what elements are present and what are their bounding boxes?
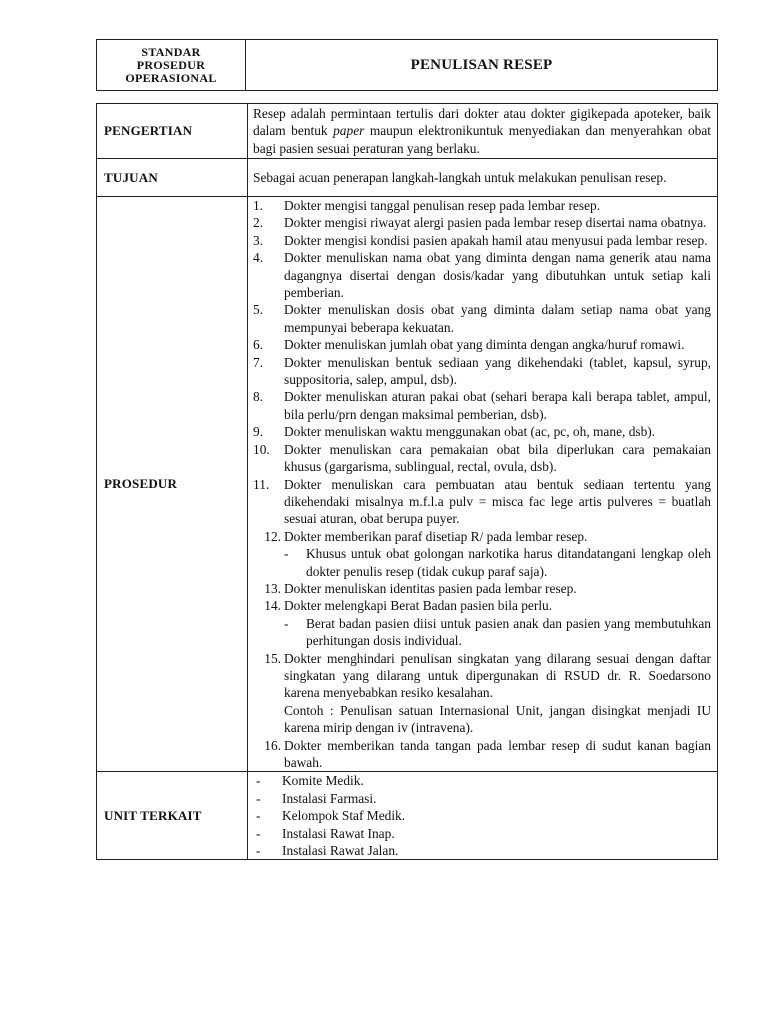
prosedur-item-text: Dokter menuliskan cara pembuatan atau bentuk sediaan tertentu yang dikehendaki misalnya m.f.l.a pulv = misca fac lege artis pulveres = buatlah sesuai aturan, obat berupa puyer. bbox=[284, 476, 711, 527]
prosedur-item bbox=[253, 301, 711, 336]
prosedur-item-number: 13. bbox=[264, 580, 281, 596]
prosedur-item bbox=[253, 737, 711, 772]
prosedur-item-text: Dokter menuliskan nama obat yang diminta dengan nama generik atau nama dagangnya disertai dengan dosis/kadar yang dibutuhkan untuk setiap kali pemberian. bbox=[284, 250, 711, 301]
unit-item-text: Instalasi Rawat Inap. bbox=[282, 825, 395, 841]
sop-label-line-2: PROSEDUR bbox=[136, 57, 206, 72]
prosedur-item-number: 7. bbox=[253, 354, 264, 370]
prosedur-item bbox=[253, 232, 711, 249]
prosedur-list bbox=[253, 197, 711, 771]
prosedur-item-number: 2. bbox=[253, 215, 264, 231]
prosedur-item-text: Dokter menuliskan dosis obat yang diminta dalam setiap nama obat yang mempunyai beberapa kekuatan. bbox=[284, 302, 711, 335]
tujuan-row bbox=[97, 159, 718, 197]
unit-terkait-list bbox=[248, 772, 711, 859]
prosedur-item-number: 8. bbox=[253, 389, 264, 405]
prosedur-item-text: Dokter menghindari penulisan singkatan yang dilarang sesuai dengan daftar singkatan yang dilarang untuk dipergunakan di RSUD dr. R. Soedarsono karena menyebabkan resiko kesalahan. bbox=[284, 650, 711, 701]
pengertian-row bbox=[97, 104, 718, 159]
prosedur-row bbox=[97, 197, 718, 772]
prosedur-item bbox=[253, 197, 711, 214]
prosedur-item-text: Dokter memberikan paraf disetiap R/ pada lembar resep. bbox=[284, 528, 588, 544]
prosedur-item bbox=[253, 650, 711, 702]
unit-item-dash: - bbox=[256, 773, 261, 789]
sop-label-cell bbox=[97, 40, 246, 91]
prosedur-item-text: Dokter mengisi kondisi pasien apakah hamil atau menyusui pada lembar resep. bbox=[284, 232, 708, 248]
unit-item-text: Instalasi Farmasi. bbox=[282, 790, 377, 806]
prosedur-item-number: 4. bbox=[253, 250, 264, 266]
prosedur-item-number: 10. bbox=[253, 441, 270, 457]
prosedur-item-text: Dokter menuliskan bentuk sediaan yang dikehendaki (tablet, kapsul, syrup, suppositoria, salep, ampul, dsb). bbox=[284, 354, 711, 388]
unit-terkait-label: UNIT TERKAIT bbox=[97, 772, 248, 860]
sub-item-dash: - bbox=[284, 615, 289, 631]
tujuan-text: Sebagai acuan penerapan langkah-langkah untuk melakukan penulisan resep. bbox=[253, 169, 667, 185]
prosedur-item bbox=[253, 336, 711, 353]
prosedur-item-text: Dokter menuliskan aturan pakai obat (sehari berapa kali berapa tablet, ampul, bila perlu/prn dengan maksimal pemberian, dsb). bbox=[284, 389, 711, 422]
unit-item-dash: - bbox=[256, 825, 261, 841]
unit-item-dash: - bbox=[256, 843, 261, 859]
prosedur-item bbox=[253, 528, 711, 545]
prosedur-item-text: Dokter menuliskan waktu menggunakan obat (ac, pc, oh, mane, dsb). bbox=[284, 424, 656, 440]
prosedur-item bbox=[253, 388, 711, 423]
unit-item-text: Komite Medik. bbox=[282, 773, 364, 789]
prosedur-item bbox=[253, 423, 711, 440]
sop-label-line-1: STANDAR bbox=[141, 44, 201, 59]
unit-item-text: Instalasi Rawat Jalan. bbox=[282, 843, 399, 859]
unit-item-text: Kelompok Staf Medik. bbox=[282, 808, 406, 824]
prosedur-label: PROSEDUR bbox=[97, 197, 248, 772]
prosedur-item-text: Dokter melengkapi Berat Badan pasien bila perlu. bbox=[284, 598, 553, 614]
pengertian-content bbox=[248, 104, 718, 159]
sub-item-dash: - bbox=[284, 546, 289, 562]
prosedur-sub-item-text: Berat badan pasien diisi untuk pasien anak dan pasien yang membutuhkan perhitungan dosis individual. bbox=[306, 615, 711, 649]
prosedur-item-note: Contoh : Penulisan satuan Internasional Unit, jangan disingkat menjadi IU karena mirip dengan iv (intravena). bbox=[284, 702, 711, 736]
prosedur-item-number: 11. bbox=[253, 476, 270, 492]
prosedur-item-number: 3. bbox=[253, 232, 264, 248]
document-title: PENULISAN RESEP bbox=[246, 40, 718, 91]
unit-item-dash: - bbox=[256, 808, 261, 824]
prosedur-item bbox=[253, 580, 711, 597]
prosedur-item-number: 5. bbox=[253, 302, 264, 318]
prosedur-sub-item bbox=[253, 545, 711, 580]
unit-terkait-row bbox=[97, 772, 718, 860]
prosedur-item-number: 14. bbox=[264, 598, 281, 614]
prosedur-item-text: Dokter mengisi riwayat alergi pasien pada lembar resep disertai nama obatnya. bbox=[284, 215, 707, 231]
prosedur-item-text: Dokter memberikan tanda tangan pada lembar resep di sudut kanan bagian bawah. bbox=[284, 737, 711, 770]
prosedur-item-number: 16. bbox=[264, 737, 281, 753]
prosedur-item bbox=[253, 476, 711, 528]
pengertian-text-before: Resep adalah permintaan tertulis dari dokter atau dokter gigikepada apoteker, baik dalam bentuk bbox=[253, 105, 711, 139]
prosedur-item bbox=[253, 597, 711, 614]
prosedur-item bbox=[253, 354, 711, 389]
prosedur-item-text: Dokter menuliskan cara pemakaian obat bila diperlukan cara pemakaian khusus (gargarisma, sublingual, rectal, ovula, dsb). bbox=[284, 441, 711, 475]
prosedur-sub-item-text: Khusus untuk obat golongan narkotika harus ditandatangani lengkap oleh dokter penulis resep (tidak cukup paraf saja). bbox=[306, 546, 711, 579]
tujuan-label: TUJUAN bbox=[97, 159, 248, 197]
prosedur-item-text: Dokter mengisi tanggal penulisan resep pada lembar resep. bbox=[284, 198, 601, 213]
unit-terkait-item bbox=[248, 772, 711, 789]
sop-content-table bbox=[96, 103, 718, 860]
unit-terkait-item bbox=[248, 842, 711, 859]
pengertian-label: PENGERTIAN bbox=[97, 104, 248, 159]
prosedur-item-number: 15. bbox=[264, 650, 281, 666]
prosedur-item-text: Dokter menuliskan identitas pasien pada lembar resep. bbox=[284, 580, 577, 596]
unit-item-dash: - bbox=[256, 790, 261, 806]
prosedur-content bbox=[248, 197, 718, 772]
unit-terkait-item bbox=[248, 825, 711, 842]
prosedur-sub-item bbox=[253, 615, 711, 650]
tujuan-content bbox=[248, 159, 718, 197]
prosedur-item bbox=[253, 214, 711, 231]
pengertian-text-italic: paper bbox=[333, 123, 365, 139]
unit-terkait-item bbox=[248, 807, 711, 824]
prosedur-item-number: 6. bbox=[253, 337, 264, 353]
pengertian-text-after: maupun elektronikuntuk menyediakan dan menyerahkan obat bagi pasien sesuai peraturan yang berlaku. bbox=[253, 123, 712, 156]
sop-header-table bbox=[96, 39, 718, 91]
prosedur-item-number: 12. bbox=[264, 528, 281, 544]
prosedur-item bbox=[253, 441, 711, 476]
prosedur-item-number: 9. bbox=[253, 424, 264, 440]
prosedur-item-number: 1. bbox=[253, 198, 264, 213]
prosedur-item bbox=[253, 249, 711, 301]
sop-label-line-3: OPERASIONAL bbox=[125, 70, 217, 85]
unit-terkait-content bbox=[248, 772, 718, 860]
unit-terkait-item bbox=[248, 790, 711, 807]
prosedur-item-text: Dokter menuliskan jumlah obat yang diminta dengan angka/huruf romawi. bbox=[284, 337, 685, 353]
